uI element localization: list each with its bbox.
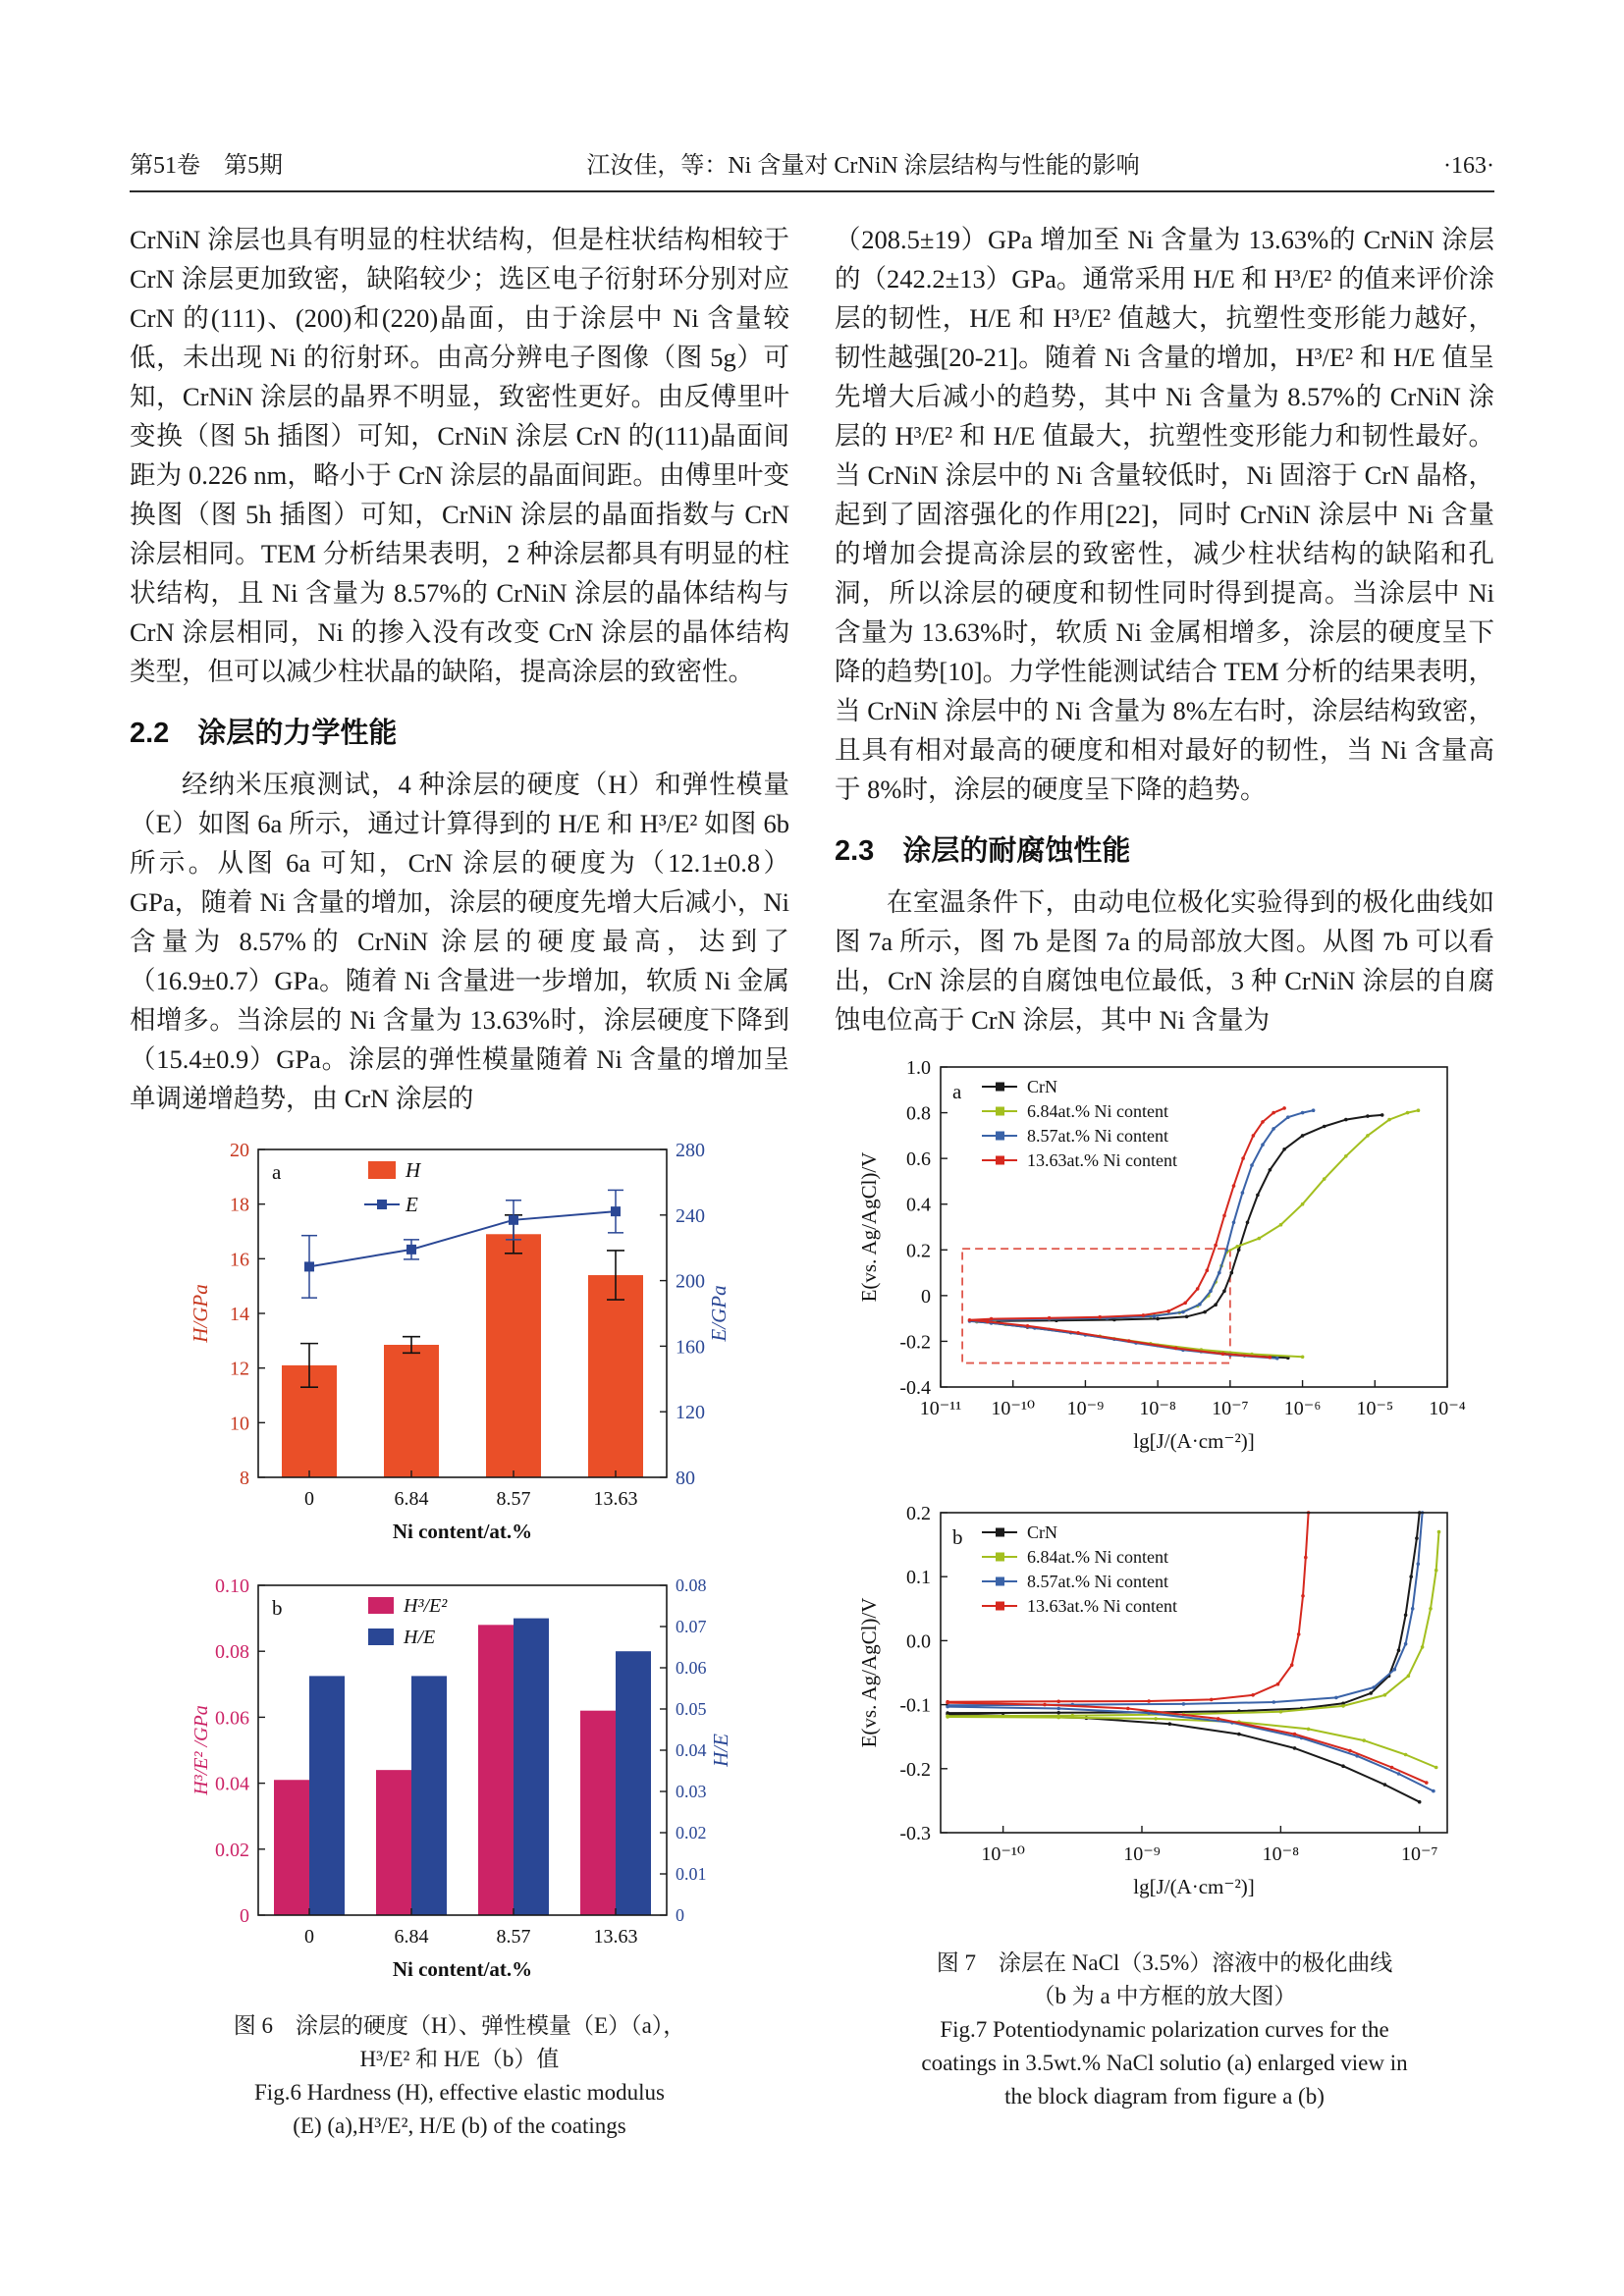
svg-text:10⁻¹⁰: 10⁻¹⁰ [981,1843,1025,1865]
svg-text:0.06: 0.06 [215,1707,249,1730]
svg-text:-0.1: -0.1 [899,1694,931,1717]
svg-text:8.57at.% Ni content: 8.57at.% Ni content [1027,1126,1168,1146]
svg-text:Ni content/at.%: Ni content/at.% [392,1520,533,1543]
svg-text:Ni content/at.%: Ni content/at.% [392,1957,533,1981]
figure-7-caption-zh-line2: （b 为 a 中方框的放大图） [1032,1984,1297,2008]
svg-text:-0.4: -0.4 [899,1377,931,1399]
two-column-body [130,220,1494,2143]
svg-text:H/E: H/E [709,1734,732,1767]
paragraph-toughness-discussion: （208.5±19）GPa 增加至 Ni 含量为 13.63%的 CrNiN 涂层的（242.2±13）GPa。通常采用 H/E 和 H³/E² 的值来评价涂层的韧性，H/E 和 H³/E² 值越大，抗塑性变形能力越好，韧性越强[20-21]。随着 Ni 含量的增加，H³/E² 和 H/E 值呈先增大后减小的趋势，其中 Ni 含量为 8.57%的 CrNiN 涂层的 H³/E² 和 H/E 值最大，抗塑性变形能力和韧性最好。当 CrNiN 涂层中的 Ni 含量较低时，Ni 固溶于 CrN 晶格，起到了固溶强化的作用[22]，同时 CrNiN 涂层中 Ni 含量的增加会提高涂层的致密性，减少柱状结构的缺陷和孔洞，所以涂层的硬度和韧性同时得到提高。当涂层中 Ni 含量为 13.63%时，软质 Ni 金属相增多，涂层的硬度呈下降的趋势[10]。力学性能测试结合 TEM 分析的结果表明，当 CrNiN 涂层中的 Ni 含量为 8%左右时，涂层结构致密，且具有相对最高的硬度和相对最好的韧性，当 Ni 含量高于 8%时，涂层的硬度呈下降的趋势。 [835,225,1494,804]
svg-text:0.04: 0.04 [676,1740,707,1760]
figure-7-caption [835,1947,1494,2113]
svg-text:0.05: 0.05 [676,1699,707,1719]
svg-text:0: 0 [676,1905,684,1925]
svg-text:10⁻⁷: 10⁻⁷ [1212,1398,1249,1419]
section-heading-2-3: 2.3 涂层的耐腐蚀性能 [835,835,1131,867]
svg-text:0.2: 0.2 [906,1503,931,1524]
svg-text:a: a [952,1080,962,1103]
svg-text:a: a [272,1160,282,1184]
figure-6-caption [130,2009,789,2143]
svg-text:0.07: 0.07 [676,1617,707,1636]
svg-text:80: 80 [676,1468,695,1489]
svg-text:lg[J/(A·cm⁻²)]: lg[J/(A·cm⁻²)] [1133,1429,1255,1453]
svg-text:12: 12 [230,1358,249,1380]
page-header [130,145,1494,180]
svg-text:8.57: 8.57 [496,1488,531,1510]
figure-6-caption-en-line1: Fig.6 Hardness (H), effective elastic modulus [254,2080,665,2105]
svg-text:10⁻¹¹: 10⁻¹¹ [919,1398,962,1419]
svg-text:13.63: 13.63 [593,1926,638,1948]
svg-text:E(vs. Ag/AgCl)/V: E(vs. Ag/AgCl)/V [857,1597,881,1748]
journal-volume-issue: 第51卷 第5期 [130,153,283,179]
svg-text:13.63at.% Ni content: 13.63at.% Ni content [1027,1596,1177,1616]
paragraph-mechanical-properties: 经纳米压痕测试，4 种涂层的硬度（H）和弹性模量（E）如图 6a 所示，通过计算得到的 H/E 和 H³/E² 如图 6b 所示。从图 6a 可知，CrN 涂层的硬度为（12.1±0.8）GPa，随着 Ni 含量的增加，涂层的硬度先增大后减小，Ni 含量为 8.57%的 CrNiN 涂层的硬度最高，达到了（16.9±0.7）GPa。随着 Ni 含量进一步增加，软质 Ni 金属相增多。当涂层的 Ni 含量为 13.63%时，涂层硬度下降到（15.4±0.9）GPa。涂层的弹性模量随着 Ni 含量的增加呈单调递增趋势，由 CrN 涂层的 [130,770,789,1113]
svg-text:14: 14 [230,1304,249,1325]
svg-text:0.04: 0.04 [215,1773,249,1795]
svg-text:E: E [406,1193,418,1216]
svg-text:0.02: 0.02 [215,1839,249,1861]
svg-text:0: 0 [304,1488,314,1510]
svg-text:0.02: 0.02 [676,1823,707,1842]
paragraph-tem-analysis: CrNiN 涂层也具有明显的柱状结构，但是柱状结构相较于 CrN 涂层更加致密，缺陷较少；选区电子衍射环分别对应 CrN 的(111)、(200)和(220)晶面，由于涂层中 Ni 含量较低，未出现 Ni 的衍射环。由高分辨电子图像（图 5g）可知，CrNiN 涂层的晶界不明显，致密性更好。由反傅里叶变换（图 5h 插图）可知，CrNiN 涂层 CrN 的(111)晶面间距为 0.226 nm，略小于 CrN 涂层的晶面间距。由傅里叶变换图（图 5h 插图）可知，CrNiN 涂层的晶面指数与 CrN 涂层相同。TEM 分析结果表明，2 种涂层都具有明显的柱状结构，且 Ni 含量为 8.57%的 CrNiN 涂层的晶体结构与 CrN 涂层相同，Ni 的掺入没有改变 CrN 涂层的晶体结构类型，但可以减少柱状晶的缺陷，提高涂层的致密性。 [130,225,789,686]
svg-text:H³/E² /GPa: H³/E² /GPa [190,1705,212,1795]
svg-text:20: 20 [230,1140,249,1161]
svg-text:0.08: 0.08 [676,1575,707,1595]
svg-text:8.57at.% Ni content: 8.57at.% Ni content [1027,1572,1168,1591]
svg-text:0.4: 0.4 [906,1194,931,1216]
paragraph-corrosion-intro: 在室温条件下，由动电位极化实验得到的极化曲线如图 7a 所示，图 7b 是图 7a 的局部放大图。从图 7b 可以看出，CrN 涂层的自腐蚀电位最低，3 种 CrNiN 涂层的自腐蚀电位高于 CrN 涂层，其中 Ni 含量为 [835,887,1494,1035]
svg-text:160: 160 [676,1336,705,1359]
svg-text:0.8: 0.8 [906,1102,931,1125]
svg-text:CrN: CrN [1027,1522,1057,1542]
section-heading-2-2: 2.2 涂层的力学性能 [130,718,398,749]
figure-7 [835,1051,1494,2113]
svg-text:6.84: 6.84 [394,1488,429,1510]
svg-text:b: b [952,1525,963,1549]
svg-text:10⁻¹⁰: 10⁻¹⁰ [991,1398,1036,1419]
svg-text:6.84at.% Ni content: 6.84at.% Ni content [1027,1101,1168,1121]
svg-text:0: 0 [921,1285,931,1308]
svg-text:13.63at.% Ni content: 13.63at.% Ni content [1027,1150,1177,1170]
figure-7-caption-en-line2: coatings in 3.5wt.% NaCl solutio (a) enlarged view in [921,2051,1408,2075]
figure-6-caption-en-line2: (E) (a),H³/E², H/E (b) of the coatings [293,2113,626,2138]
svg-text:0.06: 0.06 [676,1658,707,1678]
svg-text:-0.2: -0.2 [899,1331,931,1354]
svg-text:E/GPa: E/GPa [707,1285,731,1342]
svg-text:E(vs. Ag/AgCl)/V: E(vs. Ag/AgCl)/V [857,1151,881,1303]
svg-text:8: 8 [240,1468,249,1489]
svg-text:0.0: 0.0 [906,1630,931,1653]
svg-text:0.03: 0.03 [676,1782,707,1801]
figure-6-caption-zh-line2: H³/E² 和 H/E（b）值 [359,2047,560,2071]
svg-text:13.63: 13.63 [593,1488,638,1510]
svg-text:10⁻⁵: 10⁻⁵ [1356,1398,1394,1419]
svg-text:240: 240 [676,1204,705,1227]
header-rule [130,190,1494,192]
svg-text:1.0: 1.0 [906,1057,931,1079]
left-column [130,220,789,2143]
figure-7-caption-zh-line1: 图 7 涂层在 NaCl（3.5%）溶液中的极化曲线 [936,1950,1393,1975]
figure-7b-polarization-zoom-chart [835,1497,1494,1943]
figure-6-caption-zh-line1: 图 6 涂层的硬度（H）、弹性模量（E）（a）， [233,2013,686,2038]
svg-text:0.01: 0.01 [676,1864,707,1884]
figure-7-caption-en-line3: the block diagram from figure a (b) [1004,2084,1325,2109]
figure-7-caption-en-line1: Fig.7 Potentiodynamic polarization curves for the [940,2017,1389,2042]
svg-text:0: 0 [304,1926,314,1948]
svg-text:10⁻⁷: 10⁻⁷ [1400,1843,1438,1865]
svg-text:120: 120 [676,1402,705,1424]
figure-7a-polarization-chart [835,1051,1494,1497]
page-number: ·163· [1443,153,1494,179]
svg-text:CrN: CrN [1027,1077,1057,1096]
svg-text:H/E: H/E [404,1627,436,1648]
svg-text:H³/E²: H³/E² [404,1595,448,1617]
svg-text:-0.3: -0.3 [899,1823,931,1844]
svg-text:0.08: 0.08 [215,1641,249,1664]
svg-text:0.1: 0.1 [906,1567,931,1589]
svg-text:8.57: 8.57 [496,1926,531,1948]
svg-text:10⁻⁸: 10⁻⁸ [1262,1843,1300,1865]
svg-text:10⁻⁹: 10⁻⁹ [1066,1398,1105,1419]
figure-6b-he-ratio-chart [130,1566,789,2005]
svg-text:6.84: 6.84 [394,1926,429,1948]
svg-text:280: 280 [676,1140,705,1161]
svg-text:18: 18 [230,1194,249,1216]
svg-text:10⁻⁸: 10⁻⁸ [1139,1398,1176,1419]
svg-text:10⁻⁴: 10⁻⁴ [1429,1398,1466,1419]
svg-text:10: 10 [230,1413,249,1435]
svg-text:6.84at.% Ni content: 6.84at.% Ni content [1027,1547,1168,1567]
svg-text:0: 0 [240,1905,249,1927]
svg-text:16: 16 [230,1249,249,1271]
svg-text:b: b [272,1596,283,1620]
svg-text:H/GPa: H/GPa [189,1284,212,1343]
svg-text:10⁻⁹: 10⁻⁹ [1123,1843,1161,1865]
running-title: 江汝佳，等：Ni 含量对 CrNiN 涂层结构与性能的影响 [586,153,1140,179]
right-column [835,220,1494,2143]
svg-text:200: 200 [676,1270,705,1293]
figure-6 [130,1130,789,2143]
svg-text:0.2: 0.2 [906,1240,931,1262]
svg-text:0.6: 0.6 [906,1148,931,1171]
svg-text:H: H [406,1158,421,1182]
svg-text:lg[J/(A·cm⁻²)]: lg[J/(A·cm⁻²)] [1133,1875,1255,1898]
svg-text:-0.2: -0.2 [899,1758,931,1781]
svg-text:0.10: 0.10 [215,1575,249,1597]
figure-6a-hardness-modulus-chart [130,1130,789,1566]
svg-text:10⁻⁶: 10⁻⁶ [1283,1398,1322,1419]
